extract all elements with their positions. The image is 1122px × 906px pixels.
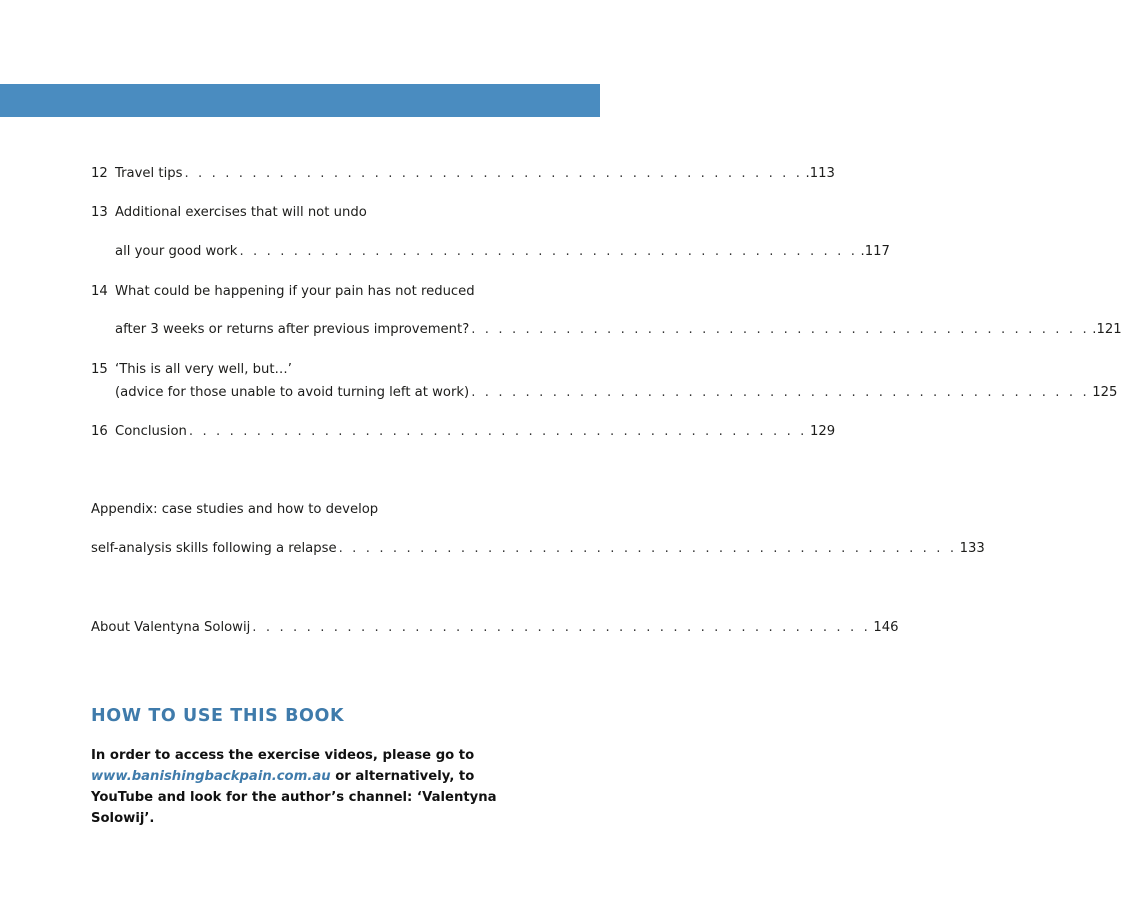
toc-entry-13[interactable] xyxy=(91,205,512,221)
toc-number: 15 xyxy=(91,362,108,377)
toc-leader: . . . . . . . . . . . . . . . . . . . . . . . . . . . . . . . . . . . . . . . . . . . . . . xyxy=(184,166,803,181)
toc-title: self-analysis skills following a relapse xyxy=(91,541,337,556)
toc-number: 13 xyxy=(91,205,108,220)
toc-entry-appendix-continued[interactable] xyxy=(91,541,985,557)
toc-title: (advice for those unable to avoid turning left at work) xyxy=(115,385,470,400)
instructions-text-continued: or alternatively, to YouTube and look for the author’s channel: ‘Valentyna Solowij’. xyxy=(91,769,497,826)
toc-entry-14-continued[interactable] xyxy=(91,322,1122,338)
toc-leader: . . . . . . . . . . . . . . . . . . . . . . . . . . . . . . . . . . . . . . . . . . . . . . xyxy=(471,322,1090,337)
toc-number: 16 xyxy=(91,424,108,439)
toc-entry-about[interactable] xyxy=(91,620,899,636)
toc-entry-12[interactable] xyxy=(91,166,835,182)
toc-page: .117 xyxy=(860,244,890,259)
section-heading: HOW TO USE THIS BOOK xyxy=(91,706,345,726)
toc-number: 14 xyxy=(91,284,108,299)
instructions-text: In order to access the exercise videos, please go to xyxy=(91,748,475,763)
toc-leader: . . . . . . . . . . . . . . . . . . . . . . . . . . . . . . . . . . . . . . . . . . . . . . xyxy=(338,541,957,556)
toc-page: .121 xyxy=(1092,322,1122,337)
toc-number: 12 xyxy=(91,166,108,181)
toc-title: What could be happening if your pain has not reduced xyxy=(115,284,475,299)
toc-title: Conclusion xyxy=(115,424,187,439)
toc-title: Additional exercises that will not undo xyxy=(115,205,367,220)
header-banner xyxy=(0,84,600,117)
toc-page: 133 xyxy=(959,541,985,556)
toc-title: ‘This is all very well, but…’ xyxy=(115,362,292,377)
toc-title: Travel tips xyxy=(115,166,183,181)
toc-leader: . . . . . . . . . . . . . . . . . . . . . . . . . . . . . . . . . . . . . . . . . . . . . . xyxy=(252,620,871,635)
toc-page: 146 xyxy=(873,620,899,635)
toc-entry-appendix[interactable] xyxy=(91,502,512,518)
toc-title: About Valentyna Solowij xyxy=(91,620,251,635)
toc-title: all your good work xyxy=(115,244,238,259)
toc-page: 129 xyxy=(809,424,836,439)
toc-title: after 3 weeks or returns after previous improvement? xyxy=(115,322,470,337)
toc-leader: . . . . . . . . . . . . . . . . . . . . . . . . . . . . . . . . . . . . . . . . . . . . . . xyxy=(188,424,807,439)
toc-page: .113 xyxy=(805,166,835,181)
toc-entry-16[interactable] xyxy=(91,424,836,440)
toc-page: 125 xyxy=(1092,385,1118,400)
toc-entry-15[interactable] xyxy=(91,362,512,378)
toc-title: Appendix: case studies and how to develop xyxy=(91,502,379,517)
toc-entry-13-continued[interactable] xyxy=(91,244,890,260)
toc-entry-15-continued[interactable] xyxy=(91,385,1118,401)
toc-leader: . . . . . . . . . . . . . . . . . . . . . . . . . . . . . . . . . . . . . . . . . . . . . . xyxy=(239,244,858,259)
website-link[interactable]: www.banishingbackpain.com.au xyxy=(91,769,331,784)
toc-leader: . . . . . . . . . . . . . . . . . . . . . . . . . . . . . . . . . . . . . . . . . . . . . . xyxy=(471,385,1090,400)
toc-entry-14[interactable] xyxy=(91,284,512,300)
instructions-paragraph xyxy=(91,745,521,829)
